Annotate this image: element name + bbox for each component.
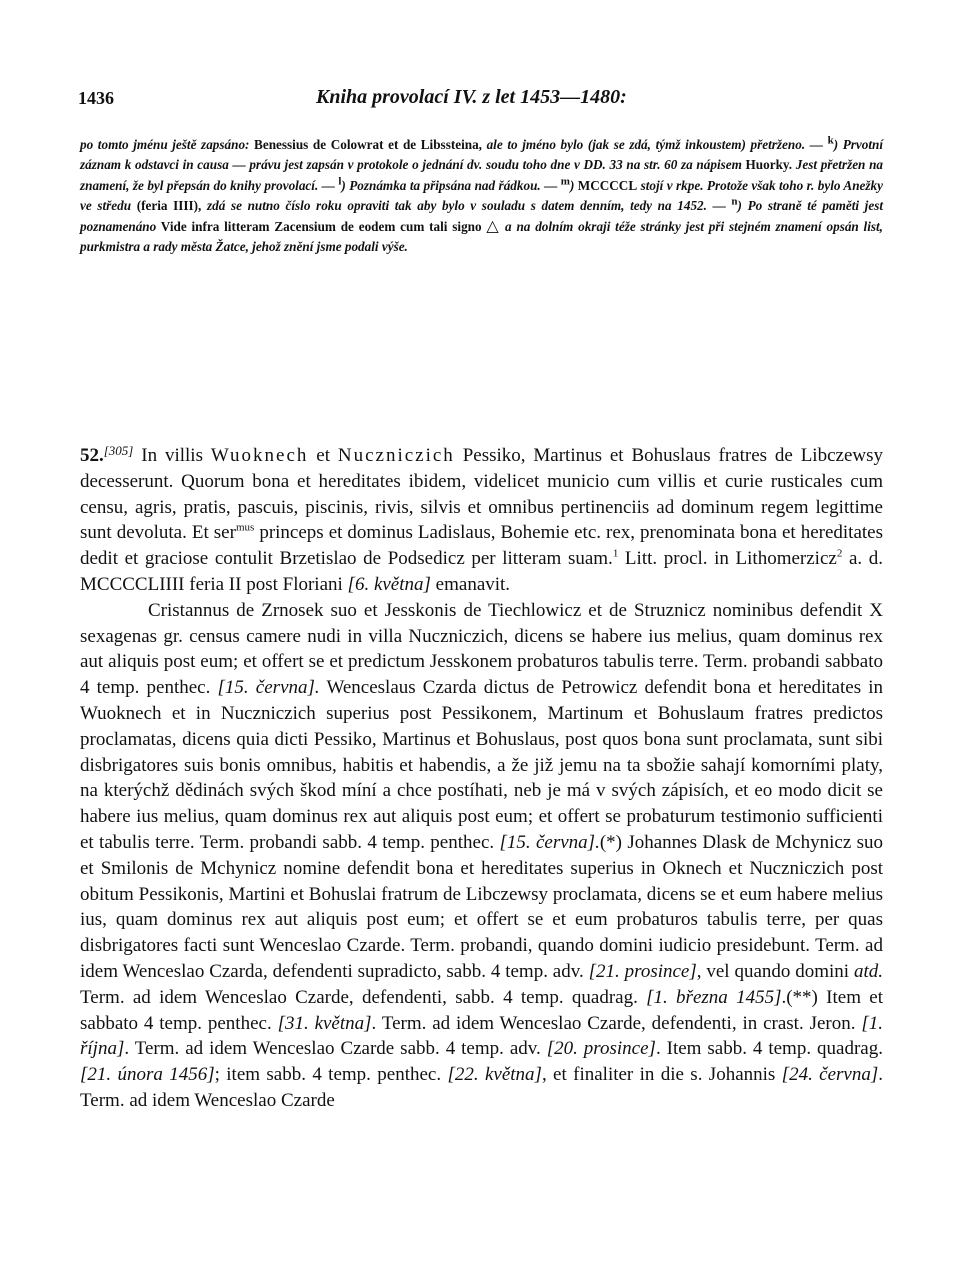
text-run: princeps et dominus Ladislaus, Bohemie etc. rex, prenominata bona et hereditates dedit et graciose contulit Brzetislao de Podsedicz per litteram suam. <box>80 522 884 570</box>
editorial-date: [15. června]. <box>217 677 320 699</box>
place-name: Wuoknech <box>210 445 309 466</box>
running-head: Kniha provolací IV. z let 1453—1480: <box>316 86 627 108</box>
editorial-date: [24. června] <box>781 1064 879 1086</box>
text-run: .(**) Item et sabbato 4 temp. penthec. <box>80 986 883 1034</box>
text-run: Wenceslaus Czarda dictus de Petrowicz defendit bona et hereditates in Wuoknech et in Nuczniczich superius post Pessikonem, Martinum et Bohuslaum fratres predictos proclamatas, dicens quia dicti Pessiko, Martinus et Bohuslaus, post quos bona sunt proclamata, sunt sibi disbrigatores suis bonis omnibus, habitis et habendis, a že již jemu na ta sbožie sahají komorními platy, na kterýchž dědinách svých škod míní a chce postíhati, neb je má v svých zápisích, et eo modo dicit se habere ius melius, quam dominus rex aut aliquis post eum; et offert se probaturum testimonio sufficienti et tabulis terre. Term. probandi sabb. 4 temp. penthec. <box>80 677 884 853</box>
margin-reference: [305] <box>103 443 134 458</box>
note-marker: n <box>731 195 738 208</box>
text-run: . Term. ad idem Wenceslao Czarde sabb. 4 temp. adv. <box>124 1038 547 1060</box>
footnote-ref: 2 <box>836 547 843 560</box>
editorial-date: [15. června]. <box>499 831 600 853</box>
note-text: ) <box>569 177 575 193</box>
text-run: ; item sabb. 4 temp. penthec. <box>214 1064 448 1086</box>
triangle-sign-icon: △ <box>486 217 501 235</box>
text-run: Litt. procl. in Lithomerzicz <box>618 548 837 570</box>
superscript: mus <box>235 522 255 535</box>
text-run: Term. ad idem Wenceslao Czarde, defendenti, sabb. 4 temp. quadrag. <box>80 986 647 1008</box>
note-text: MCCCCL <box>574 177 638 193</box>
note-text: po tomto jménu ještě zapsáno: <box>80 137 250 152</box>
text-run: . Term. ad idem Wenceslao Czarde <box>80 1064 884 1111</box>
editorial-date: [6. května] <box>347 573 431 595</box>
editorial-date: [1. března 1455] <box>646 986 782 1008</box>
note-marker: m <box>560 175 570 188</box>
note-text: (feria IIII), <box>131 198 202 214</box>
note-text: ) Poznámka ta připsána nad řádkou. — <box>341 177 561 193</box>
footnotes-block <box>80 135 883 257</box>
note-text: stojí v rkpe. Protože však toho r. bylo Anežky ve středu <box>80 177 883 214</box>
editorial-date: [21. února 1456] <box>80 1064 215 1086</box>
note-text: Benessius de Colowrat et de Libssteina, <box>249 137 482 152</box>
editorial-date: [22. května] <box>447 1064 542 1086</box>
note-text: Vide infra litteram Zacensium de eodem cum tali signo <box>156 218 487 234</box>
text-run: , et finaliter in die s. Johannis <box>541 1064 782 1086</box>
editorial-date: [1. října] <box>80 1012 883 1060</box>
note-marker: l <box>338 175 342 188</box>
note-text: ale to jméno bylo (jak se zdá, týmž inkoustem) přetrženo. — <box>481 137 828 152</box>
note-text: ) Prvotní záznam k odstavci in causa — právu jest zapsán v protokole o jednání dv. soudu toho dne v DD. 33 na str. 60 za nápisem <box>80 137 884 173</box>
editorial-date: [20. prosince] <box>546 1038 656 1060</box>
text-run: , vel quando domini <box>696 960 854 982</box>
text-run: . Term. ad idem Wenceslao Czarde, defendenti, in crast. Jeron. <box>371 1012 862 1034</box>
note-marker: k <box>827 134 834 147</box>
note-text: Huorky. <box>741 157 793 173</box>
text-run: Cristannus de Zrnosek suo et Jesskonis de Tiechlowicz et de Struznicz nominibus defendit X sexagenas gr. census camere nudi in villa Nuczniczich, dicens se habere ius melius, quam dominus rex aut aliquis post eum; et offert se et predictum Jesskonem probaturos tabulis terre. Term. probandi sabbato 4 temp. penthec. <box>80 599 883 699</box>
footnote-ref: 1 <box>612 547 619 560</box>
page-number: 1436 <box>78 88 114 108</box>
text-run: a. d. MCCCCLIIII feria II post Floriani <box>80 548 883 595</box>
paragraph <box>80 598 883 1114</box>
editorial-date: [21. prosince] <box>588 960 697 982</box>
entry-number: 52. <box>80 445 104 466</box>
editorial-abbreviation: atd. <box>853 960 883 982</box>
text-run: Pessiko, Martinus et Bohuslaus fratres de Libczewsy decesserunt. Quorum bona et hereditates ibidem, videlicet municio cum villis et curie rusticales cum censu, agris, pratis, pascuis, piscinis, rivis, silvis et omnibus pertinenciis ad dominum regem legittime sunt devoluta. Et ser <box>80 445 883 544</box>
note-text: Jest přetržen na znamení, že byl přepsán do knihy provolací. — <box>80 157 883 193</box>
note-text: ) Po straně té paměti jest poznamenáno <box>80 198 883 234</box>
place-name: Nuczniczich <box>337 445 455 466</box>
text-run: In villis <box>133 445 211 466</box>
editorial-date: [31. května] <box>277 1012 372 1034</box>
text-run: emanavit. <box>430 573 511 595</box>
main-text <box>80 438 883 1114</box>
text-run: (*) Johannes Dlask de Mchynicz suo et Smilonis de Mchynicz nomine defendit bona et hereditates superius in Oknech et Nuczniczich post obitum Pessikonis, Martini et Bohuslai fratrum de Libczewsy proclamata, dicens se et eum habere melius ius, quam dominus rex aut aliquis post eum; et offert se et eum probaturos tabulis terre, per quas disbrigatores facti sunt Wenceslao Czarde. Term. probandi, quando domini iudicio presidebunt. Term. ad idem Wenceslao Czarda, defendenti supradicto, sabb. 4 temp. adv. <box>80 831 884 982</box>
paragraph <box>80 438 883 598</box>
text-run: et <box>308 445 338 466</box>
note-text: a na dolním okraji téže stránky jest při stejném znamení opsán list, purkmistra a rady města Žatce, jehož znění jsme podali výše. <box>80 218 883 255</box>
note-text: zdá se nutno číslo roku opraviti tak aby bylo v souladu s datem denním, tedy na 1452. — <box>201 198 732 214</box>
text-run: . Item sabb. 4 temp. quadrag. <box>655 1038 883 1060</box>
